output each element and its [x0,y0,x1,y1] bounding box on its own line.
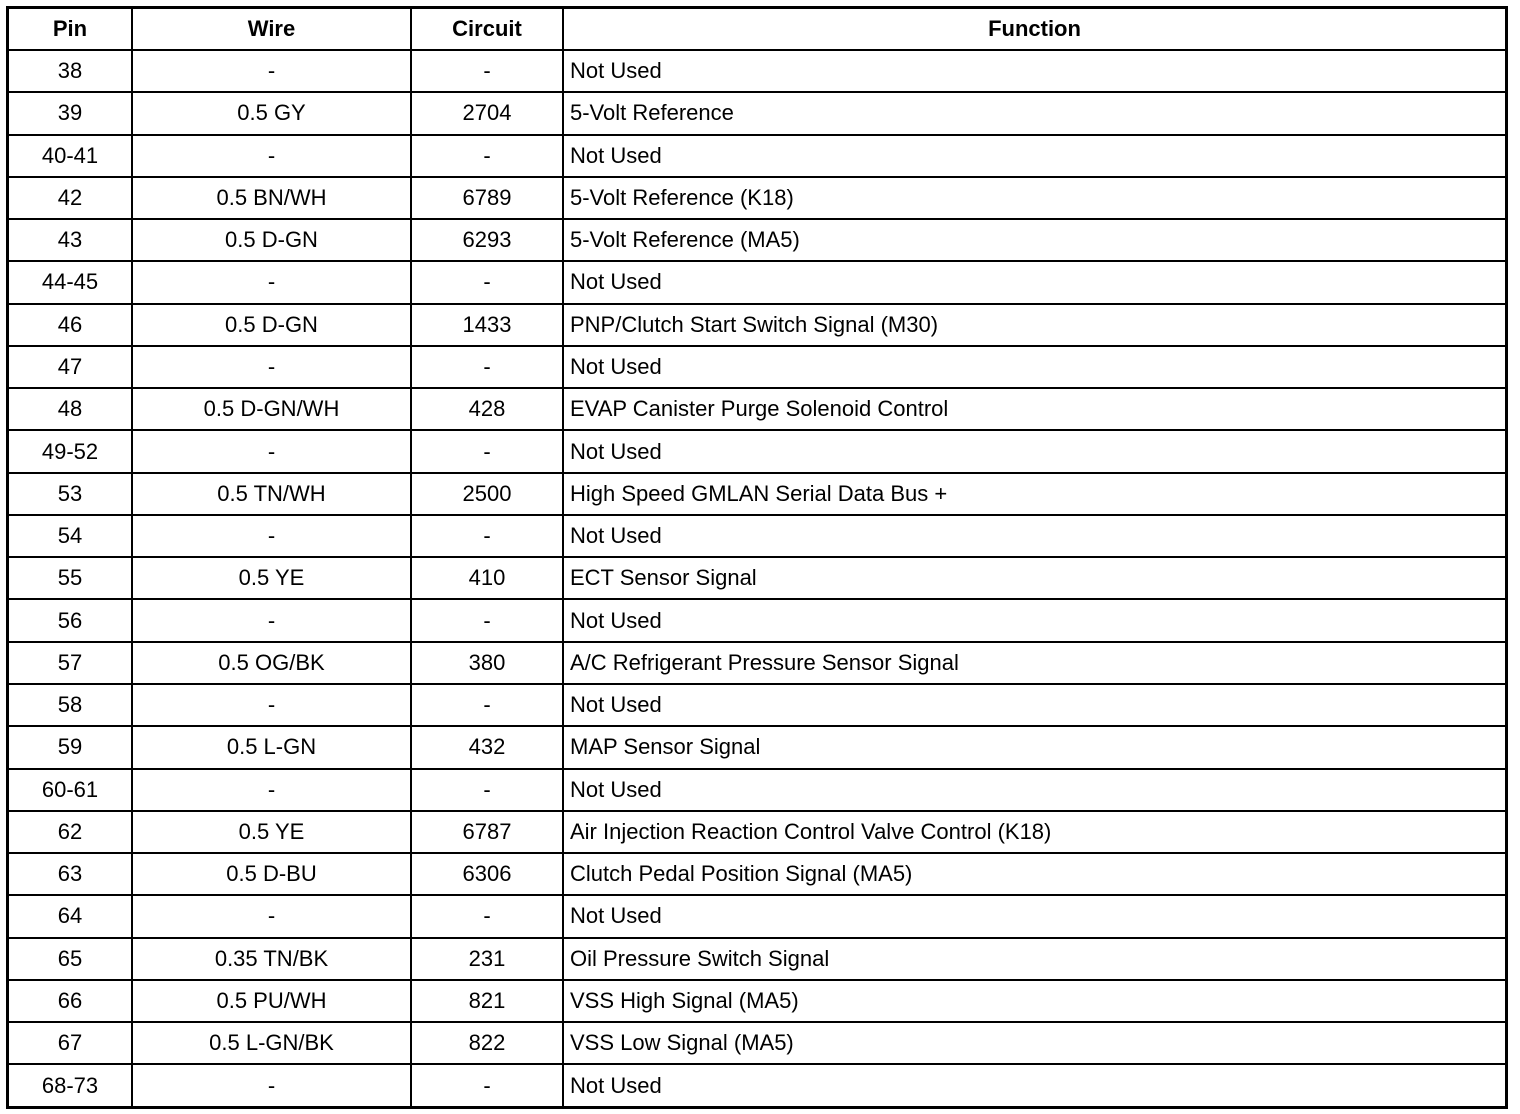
pin-column-header: Pin [9,9,132,50]
pin-cell: 56 [9,599,132,641]
table-row [9,473,1505,515]
function-cell: Not Used [563,135,1505,177]
table-row [9,557,1505,599]
circuit-cell: 822 [411,1022,563,1064]
function-cell: 5-Volt Reference (K18) [563,177,1505,219]
circuit-cell: 821 [411,980,563,1022]
table-row [9,769,1505,811]
wire-cell: 0.5 OG/BK [132,642,411,684]
table-row [9,261,1505,303]
wire-cell: 0.5 PU/WH [132,980,411,1022]
function-cell: Not Used [563,430,1505,472]
function-cell: High Speed GMLAN Serial Data Bus + [563,473,1505,515]
wire-cell: 0.5 D-GN [132,304,411,346]
table-header-row [9,9,1505,50]
pin-cell: 63 [9,853,132,895]
table-row [9,135,1505,177]
table-row [9,599,1505,641]
function-cell: Not Used [563,684,1505,726]
function-cell: Clutch Pedal Position Signal (MA5) [563,853,1505,895]
table-row [9,853,1505,895]
wire-cell: - [132,135,411,177]
pin-cell: 59 [9,726,132,768]
pin-cell: 48 [9,388,132,430]
function-cell: 5-Volt Reference [563,92,1505,134]
function-cell: Not Used [563,895,1505,937]
function-cell: Not Used [563,50,1505,92]
wire-column-header: Wire [132,9,411,50]
wire-cell: - [132,895,411,937]
circuit-cell: - [411,430,563,472]
table-row [9,1064,1505,1106]
pin-cell: 60-61 [9,769,132,811]
table-row [9,515,1505,557]
function-cell: Not Used [563,599,1505,641]
pin-cell: 43 [9,219,132,261]
pin-cell: 55 [9,557,132,599]
function-cell: Not Used [563,1064,1505,1106]
function-cell: MAP Sensor Signal [563,726,1505,768]
table-row [9,980,1505,1022]
circuit-cell: 2704 [411,92,563,134]
pin-cell: 62 [9,811,132,853]
circuit-cell: - [411,515,563,557]
pin-cell: 54 [9,515,132,557]
circuit-cell: 432 [411,726,563,768]
wire-cell: 0.5 D-GN/WH [132,388,411,430]
function-cell: 5-Volt Reference (MA5) [563,219,1505,261]
wire-cell: 0.5 D-BU [132,853,411,895]
pin-cell: 40-41 [9,135,132,177]
circuit-cell: 6787 [411,811,563,853]
table-row [9,938,1505,980]
function-cell: Oil Pressure Switch Signal [563,938,1505,980]
table-body [9,50,1505,1106]
circuit-cell: - [411,50,563,92]
wire-cell: - [132,430,411,472]
circuit-cell: 410 [411,557,563,599]
circuit-cell: 428 [411,388,563,430]
wire-cell: 0.5 L-GN [132,726,411,768]
circuit-cell: - [411,684,563,726]
table-row [9,177,1505,219]
function-cell: EVAP Canister Purge Solenoid Control [563,388,1505,430]
function-cell: Air Injection Reaction Control Valve Control (K18) [563,811,1505,853]
table-row [9,346,1505,388]
pin-cell: 58 [9,684,132,726]
function-cell: ECT Sensor Signal [563,557,1505,599]
function-cell: PNP/Clutch Start Switch Signal (M30) [563,304,1505,346]
table-row [9,92,1505,134]
circuit-cell: - [411,261,563,303]
wire-cell: - [132,261,411,303]
wire-cell: 0.5 D-GN [132,219,411,261]
pinout-table [9,9,1505,1106]
circuit-cell: 231 [411,938,563,980]
pin-cell: 66 [9,980,132,1022]
table-row [9,726,1505,768]
circuit-cell: - [411,135,563,177]
pin-cell: 46 [9,304,132,346]
pin-cell: 47 [9,346,132,388]
wire-cell: - [132,769,411,811]
table-row [9,388,1505,430]
function-cell: VSS Low Signal (MA5) [563,1022,1505,1064]
wire-cell: - [132,346,411,388]
function-cell: Not Used [563,346,1505,388]
table-row [9,430,1505,472]
wire-cell: - [132,599,411,641]
function-column-header: Function [563,9,1505,50]
function-cell: Not Used [563,515,1505,557]
circuit-cell: - [411,769,563,811]
wire-cell: - [132,50,411,92]
table-row [9,304,1505,346]
circuit-column-header: Circuit [411,9,563,50]
pin-cell: 67 [9,1022,132,1064]
function-cell: Not Used [563,261,1505,303]
circuit-cell: 1433 [411,304,563,346]
wire-cell: 0.5 GY [132,92,411,134]
table-row [9,895,1505,937]
table-row [9,1022,1505,1064]
wire-cell: 0.5 YE [132,811,411,853]
pin-cell: 57 [9,642,132,684]
wire-cell: 0.5 L-GN/BK [132,1022,411,1064]
circuit-cell: 6293 [411,219,563,261]
function-cell: A/C Refrigerant Pressure Sensor Signal [563,642,1505,684]
wire-cell: 0.5 TN/WH [132,473,411,515]
table-row [9,219,1505,261]
circuit-cell: 6306 [411,853,563,895]
function-cell: VSS High Signal (MA5) [563,980,1505,1022]
table-row [9,811,1505,853]
pin-cell: 68-73 [9,1064,132,1106]
circuit-cell: - [411,895,563,937]
circuit-cell: 380 [411,642,563,684]
wire-cell: 0.5 BN/WH [132,177,411,219]
pin-cell: 39 [9,92,132,134]
function-cell: Not Used [563,769,1505,811]
pin-cell: 65 [9,938,132,980]
pin-cell: 49-52 [9,430,132,472]
pin-cell: 42 [9,177,132,219]
table-row [9,50,1505,92]
circuit-cell: - [411,599,563,641]
connector-pinout-table [6,6,1508,1109]
wire-cell: - [132,515,411,557]
wire-cell: - [132,684,411,726]
pin-cell: 64 [9,895,132,937]
circuit-cell: - [411,1064,563,1106]
table-row [9,684,1505,726]
circuit-cell: - [411,346,563,388]
circuit-cell: 2500 [411,473,563,515]
wire-cell: - [132,1064,411,1106]
wire-cell: 0.5 YE [132,557,411,599]
wire-cell: 0.35 TN/BK [132,938,411,980]
pin-cell: 53 [9,473,132,515]
pin-cell: 38 [9,50,132,92]
circuit-cell: 6789 [411,177,563,219]
table-row [9,642,1505,684]
pin-cell: 44-45 [9,261,132,303]
